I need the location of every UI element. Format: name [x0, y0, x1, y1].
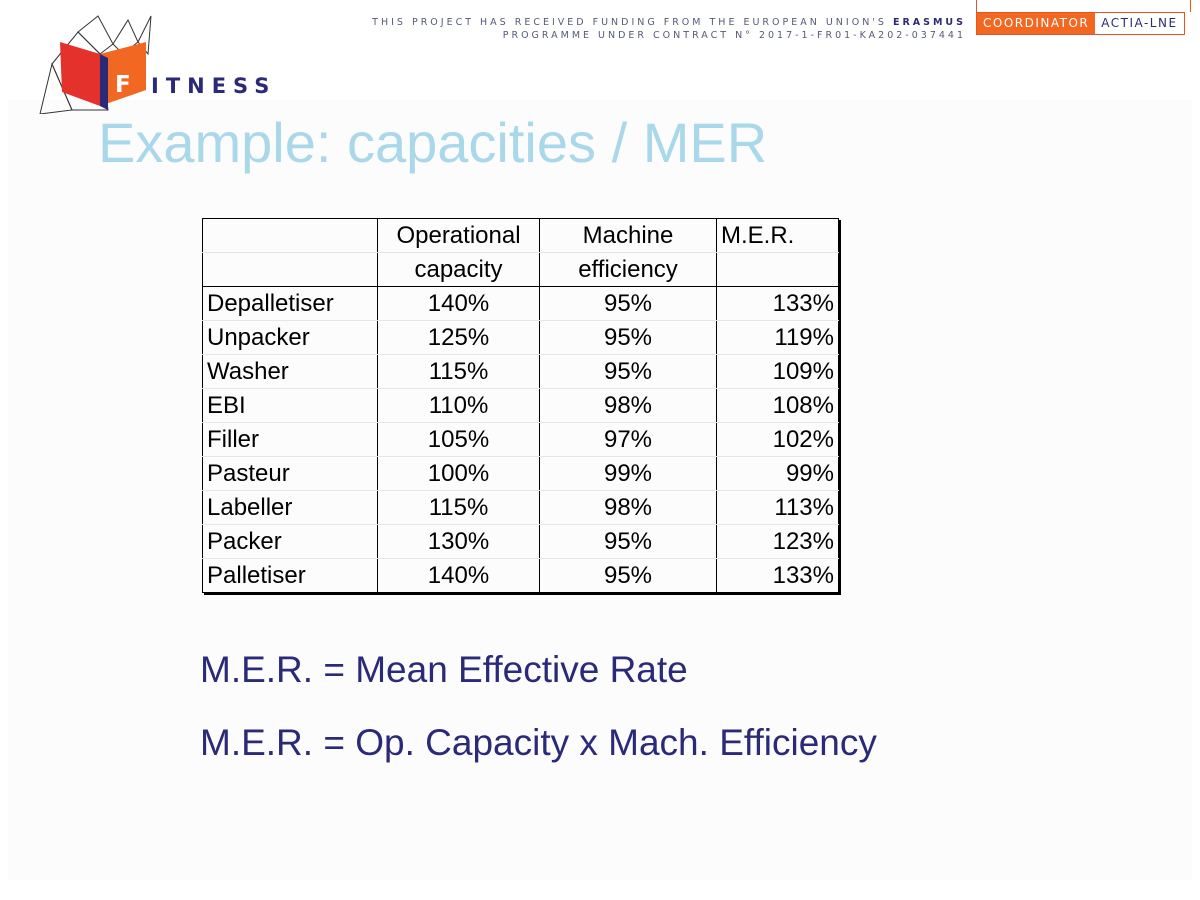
header-cell: efficiency	[540, 253, 717, 287]
coordinator-badge	[976, 12, 1185, 35]
header-cell	[203, 253, 378, 287]
header-cell: M.E.R.	[717, 219, 839, 253]
machine-name-cell: Labeller	[203, 491, 378, 525]
operational-capacity-cell: 115%	[378, 491, 540, 525]
operational-capacity-cell: 105%	[378, 423, 540, 457]
operational-capacity-cell: 140%	[378, 287, 540, 321]
machine-efficiency-cell: 95%	[540, 321, 717, 355]
machine-name-cell: Unpacker	[203, 321, 378, 355]
header-cell: Machine	[540, 219, 717, 253]
mer-cell: 108%	[717, 389, 839, 423]
funding-line-1	[372, 16, 966, 29]
table-row	[203, 491, 839, 525]
header-cell	[717, 253, 839, 287]
mer-cell: 113%	[717, 491, 839, 525]
coordinator-label: COORDINATOR	[977, 13, 1095, 34]
machine-efficiency-cell: 99%	[540, 457, 717, 491]
machine-efficiency-cell: 98%	[540, 491, 717, 525]
operational-capacity-cell: 130%	[378, 525, 540, 559]
fitness-logo	[38, 14, 278, 114]
machine-efficiency-cell: 98%	[540, 389, 717, 423]
funding-program-name: ERASMUS	[892, 17, 966, 28]
machine-efficiency-cell: 95%	[540, 355, 717, 389]
funding-line-2: PROGRAMME UNDER CONTRACT N° 2017-1-FR01-KA202-037441	[502, 30, 966, 41]
logo-wordmark: ITNESS	[151, 74, 277, 98]
table-row	[203, 559, 839, 593]
coordinator-name: ACTIA-LNE	[1095, 13, 1183, 34]
header-cell: Operational	[378, 219, 540, 253]
machine-name-cell: EBI	[203, 389, 378, 423]
operational-capacity-cell: 125%	[378, 321, 540, 355]
capacity-table	[202, 218, 839, 593]
table-header-row	[203, 253, 839, 287]
machine-name-cell: Pasteur	[203, 457, 378, 491]
machine-name-cell: Palletiser	[203, 559, 378, 593]
funding-line-1-text: THIS PROJECT HAS RECEIVED FUNDING FROM THE EUROPEAN UNION'S	[372, 17, 887, 28]
machine-name-cell: Washer	[203, 355, 378, 389]
mer-cell: 123%	[717, 525, 839, 559]
table-row	[203, 457, 839, 491]
operational-capacity-cell: 100%	[378, 457, 540, 491]
mer-cell: 99%	[717, 457, 839, 491]
badge-frame	[976, 0, 1191, 12]
table-header-row	[203, 219, 839, 253]
header-cell: capacity	[378, 253, 540, 287]
table-row	[203, 525, 839, 559]
mer-formula: M.E.R. = Op. Capacity x Mach. Efficiency	[200, 722, 877, 763]
table-row	[203, 321, 839, 355]
table-row	[203, 389, 839, 423]
table-row	[203, 423, 839, 457]
machine-efficiency-cell: 95%	[540, 525, 717, 559]
mer-definition: M.E.R. = Mean Effective Rate	[200, 649, 688, 690]
operational-capacity-cell: 110%	[378, 389, 540, 423]
mer-cell: 133%	[717, 287, 839, 321]
origami-book-icon	[38, 14, 278, 114]
slide-title: Example: capacities / MER	[98, 111, 768, 174]
logo-letter-f: F	[115, 72, 131, 98]
mer-cell: 102%	[717, 423, 839, 457]
table-row	[203, 287, 839, 321]
table-row	[203, 355, 839, 389]
machine-efficiency-cell: 95%	[540, 559, 717, 593]
mer-cell: 109%	[717, 355, 839, 389]
funding-notice	[372, 16, 966, 42]
machine-efficiency-cell: 97%	[540, 423, 717, 457]
machine-name-cell: Packer	[203, 525, 378, 559]
machine-efficiency-cell: 95%	[540, 287, 717, 321]
machine-name-cell: Filler	[203, 423, 378, 457]
header-cell	[203, 219, 378, 253]
operational-capacity-cell: 115%	[378, 355, 540, 389]
machine-name-cell: Depalletiser	[203, 287, 378, 321]
mer-cell: 119%	[717, 321, 839, 355]
mer-cell: 133%	[717, 559, 839, 593]
operational-capacity-cell: 140%	[378, 559, 540, 593]
